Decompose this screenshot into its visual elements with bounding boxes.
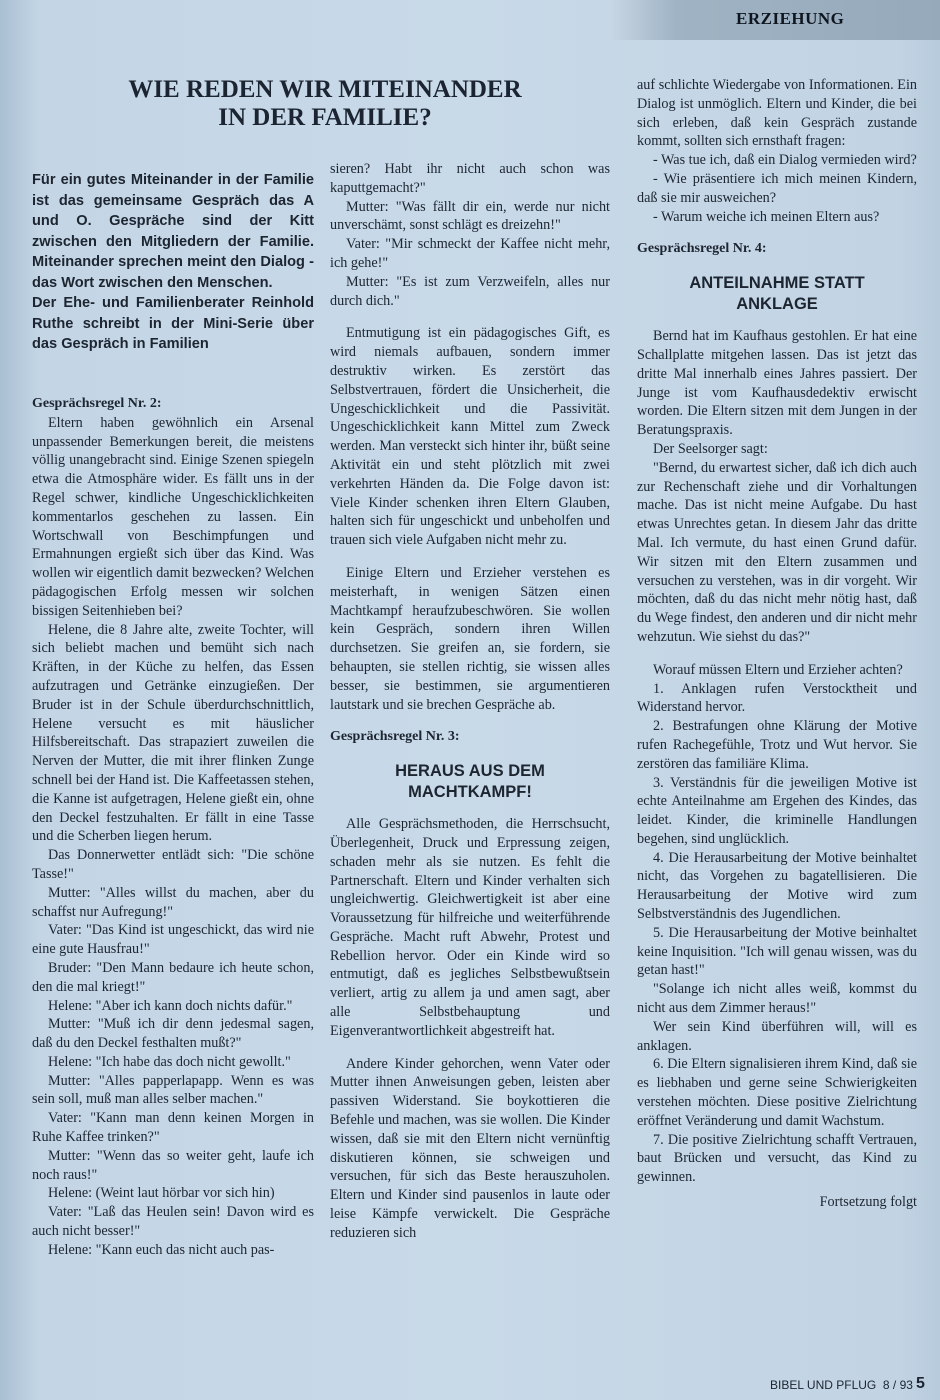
list-item: 5. Die Herausarbeitung der Motive beinhaltet keine Inquisition. "Ich will genau wissen, was du getan hast!"	[637, 924, 917, 979]
paragraph: sieren? Habt ihr nicht auch schon was kaputtgemacht?"	[330, 161, 610, 196]
paragraph: Mutter: "Wenn das so weiter geht, laufe ich noch raus!"	[32, 1147, 314, 1183]
subheading-line-1: HERAUS AUS DEM	[395, 762, 545, 781]
paragraph: Helene: (Weint laut hörbar vor sich hin)	[48, 1185, 275, 1202]
list-item: 3. Verständnis für die jeweiligen Motive ist echte Anteilnahme am Ergehen des Kindes, das leidet. Kinder, die kriminelle Handlungen begehen, sind unglücklich.	[637, 774, 917, 847]
subheading-anteilnahme	[637, 273, 917, 315]
subheading-line-1: ANTEILNAHME STATT	[689, 274, 865, 293]
subheading-machtkampf	[330, 761, 610, 803]
rule-2-label: Gesprächsregel Nr. 2:	[32, 396, 162, 411]
paragraph: Mutter: "Es ist zum Verzweifeln, alles nur durch dich."	[330, 273, 610, 309]
list-item: 7. Die positive Zielrichtung schafft Vertrauen, baut Brücken und versucht, das Kind zu gewinnen.	[637, 1131, 917, 1186]
paragraph: auf schlichte Wiedergabe von Informationen. Ein Dialog ist unmöglich. Eltern und Kinder, die bei sich erleben, daß kein Gespräch zustande kommt, sollten sich ernsthaft fragen:	[637, 77, 917, 150]
page-footer	[770, 1375, 925, 1392]
paragraph: Bruder: "Den Mann bedaure ich heute schon, den die mal kriegt!"	[32, 959, 314, 995]
paragraph: Vater: "Mir schmeckt der Kaffee nicht mehr, ich gehe!"	[330, 236, 610, 271]
article-intro	[32, 170, 314, 355]
magazine-name: BIBEL UND PFLUG	[770, 1378, 877, 1392]
section-header	[610, 0, 940, 40]
list-item: 2. Bestrafungen ohne Klärung der Motive rufen Rachegefühle, Trotz und Wut hervor. Sie zerstören das familiäre Klima.	[637, 718, 917, 772]
question-item: - Was tue ich, daß ein Dialog vermieden wird?	[653, 152, 917, 169]
intro-author-paragraph: Der Ehe- und Familienberater Reinhold Ruthe schreibt in der Mini-Serie über das Gespräch in Familien	[32, 295, 314, 352]
paragraph: Andere Kinder gehorchen, wenn Vater oder Mutter ihnen Anweisungen geben, leisten aber passiven Widerstand. Sie boykottieren die Befehle und machen, was sie wollen. Die Kinder wissen, daß sie mit den Eltern nicht vernünftig diskutieren können, sie schweigen und versuchen, für sich das Beste herauszuholen. Eltern und Kinder sind pausenlos in laute oder leise Kämpfe verwickelt. Die Gespräche reduzieren sich	[330, 1055, 610, 1241]
paragraph: "Bernd, du erwartest sicher, daß ich dich auch zur Rechenschaft ziehe und dir Vorhaltungen mache. Das ist nicht meine Aufgabe. Du hast etwas Unrechtes getan. In diesem Jahr das dritte Mal. Ich vermute, du hast einen Grund dafür. Wir sitzen mit den Eltern zusammen und versuchen zu verstehen, was in dir vorgeht. Wir möchten, daß du das nicht mehr nötig hast, daß du Wege findest, den anderen und dir nicht mehr wehzutun. Wie siehst du das?"	[637, 459, 917, 645]
question-item: - Warum weiche ich meinen Eltern aus?	[653, 208, 880, 225]
list-item: 4. Die Herausarbeitung der Motive beinhaltet nicht, das Vorgehen zu bagatellisieren. Die Herausarbeitung der Motive wird zum Selbstverständnis des Jugendlichen.	[637, 849, 917, 923]
paragraph: Vater: "Laß das Heulen sein! Davon wird es auch nicht besser!"	[32, 1204, 314, 1240]
column-3	[637, 76, 917, 1212]
column-1	[32, 395, 314, 1260]
paragraph: Alle Gesprächsmethoden, die Herrschsucht, Überlegenheit, Druck und Erpressung zeigen, schaden mehr als sie nutzen. Es fehlt die Partnerschaft. Eltern und Kinder verhalten sich ungleichwertig. Gleichwertigkeit ist aber eine Voraussetzung für hilfreiche und weiterführende Gespräche. Macht ruft Abwehr, Protest und Rebellion hervor. Oder ein Kinde wird so entmutigt, daß es jegliches Selbstbewußtsein verliert, artig zu allem ja und amen sagt, aber alle Selbstbehauptung und Eigenverantwortlichkeit abgestreift hat.	[330, 816, 610, 1039]
paragraph: Worauf müssen Eltern und Erzieher achten?	[653, 661, 903, 678]
paragraph: "Solange ich nicht alles weiß, kommst du nicht aus dem Zimmer heraus!"	[637, 981, 917, 1017]
continued-note: Fortsetzung folgt	[819, 1194, 917, 1211]
paragraph: Mutter: "Was fällt dir ein, werde nur nicht unverschämt, sonst schlägt es dreizehn!"	[330, 198, 610, 234]
paragraph: Einige Eltern und Erzieher verstehen es meisterhaft, in wenigen Sätzen einen Machtkampf heraufzubeschwören. Sie wollen kein Gespräch, sondern ihren Willen durchsetzen. Sie greifen an, sie fordern, sie behaupten, sie stellen richtig, sie wissen alles besser, sie bestimmen, sie argumentieren lautstark und sie brechen Gespräche ab.	[330, 564, 610, 713]
paragraph: Helene: "Ich habe das doch nicht gewollt."	[48, 1053, 291, 1070]
rule-3-label: Gesprächsregel Nr. 3:	[330, 729, 460, 745]
list-item: 6. Die Eltern signalisieren ihrem Kind, daß sie es liebhaben und gerne seine Schwierigkeiten verstehen möchten. Diese positive Zielrichtung eröffnet Veränderung und damit Wachstum.	[637, 1056, 917, 1129]
paragraph: Mutter: "Alles willst du machen, aber du schaffst nur Aufregung!"	[32, 884, 314, 920]
subheading-line-2: MACHTKAMPF!	[408, 783, 532, 802]
paragraph: Eltern haben gewöhnlich ein Arsenal unpassender Bemerkungen bereit, die meistens völlig unangebracht sind. Einige Szenen spiegeln etwa die Atmosphäre wider. Es fällt uns in der Regel schwer, kindliche Ungeschicklichkeiten kommentarlos geschehen zu lassen. Ein Wortschwall von Beschimpfungen und Ermahnungen ergießt sich über das Kind. Was wollen wir eigentlich damit bezwecken? Welchen pädagogischen Erfolg messen wir solchen bissigen Seitenhieben bei?	[32, 414, 314, 619]
rule-4-label: Gesprächsregel Nr. 4:	[637, 241, 767, 257]
subheading-line-2: ANKLAGE	[736, 295, 818, 314]
article-title	[90, 76, 560, 132]
paragraph: Helene: "Aber ich kann doch nichts dafür."	[48, 997, 293, 1014]
paragraph: Das Donnerwetter entlädt sich: "Die schöne Tasse!"	[32, 847, 314, 882]
question-item: - Wie präsentiere ich mich meinen Kindern, daß sie mir ausweichen?	[637, 170, 917, 206]
paragraph: Mutter: "Alles papperlapapp. Wenn es was sein soll, muß man alles selber machen."	[32, 1072, 314, 1108]
paragraph: Vater: "Das Kind ist ungeschickt, das wird nie eine gute Hausfrau!"	[32, 922, 314, 958]
paragraph: Bernd hat im Kaufhaus gestohlen. Er hat eine Schallplatte mitgehen lassen. Das ist jetzt das dritte Mal innerhalb eines Jahres passiert. Der Junge ist vom Kaufhausdedektiv erwischt worden. Die Eltern sitzen mit dem Jungen in der Beratungspraxis.	[637, 328, 917, 439]
issue-number: 8 / 93	[882, 1378, 913, 1392]
paragraph: Helene, die 8 Jahre alte, zweite Tochter, will sich beliebt machen und bemüht sich nach Kräften, in der Küche zu helfen, das Essen aufzutragen und Getränke einzugießen. Der Bruder ist in der Schule überdurchschnittlich, Helene versucht es mit häuslicher Hilfsbereitschaft. Das strapaziert zuweilen die Nerven der Mutter, die mit ihrer flinken Zunge schnell bei der Hand ist. Die Kaffeetassen stehen, die Kanne ist aufgetragen, Helene gießt ein, ohne den Deckel festzuhalten. Er fällt in eine Tasse und die Scherben liegen herum.	[32, 621, 314, 845]
paragraph: Mutter: "Muß ich dir denn jedesmal sagen, daß du den Deckel festhalten mußt?"	[32, 1016, 314, 1052]
paragraph: Der Seelsorger sagt:	[653, 440, 768, 457]
page-number: 5	[916, 1375, 925, 1392]
paragraph: Helene: "Kann euch das nicht auch pas-	[48, 1241, 275, 1258]
column-2	[330, 160, 610, 1243]
paragraph: Entmutigung ist ein pädagogisches Gift, es wird niemals aufbauen, sondern immer destruktiv wirken. Es zerstört das Selbstvertrauen, fördert die Unsicherheit, die Ungeschicklichkeit und die Passivität. Ungeschicklichkeit kann Mittel zum Zweck werden. Man versteckt sich hinter ihr, büßt seine Aktivität ein und steht plötzlich mit zwei verkehrten Händen da. Die Folge davon ist: Viele Kinder schenken ihren Eltern Glauben, halten sich für ungeschickt und unbeholfen und trauen sich viele Aufgaben nicht mehr zu.	[330, 325, 610, 549]
section-label: ERZIEHUNG	[736, 9, 845, 28]
title-line-2: IN DER FAMILIE?	[218, 104, 432, 131]
list-item: 1. Anklagen rufen Verstocktheit und Widerstand hervor.	[637, 680, 917, 716]
title-line-1: WIE REDEN WIR MITEINANDER	[128, 76, 522, 103]
paragraph: Wer sein Kind überführen will, will es anklagen.	[637, 1018, 917, 1054]
intro-paragraph: Für ein gutes Miteinander in der Familie ist das gemeinsame Gespräch das A und O. Gespräche sind der Kitt zwischen den Mitgliedern der Familie. Miteinander sprechen meint den Dialog - das Wort zwischen den Menschen.	[32, 172, 314, 291]
paragraph: Vater: "Kann man denn keinen Morgen in Ruhe Kaffee trinken?"	[32, 1110, 314, 1146]
